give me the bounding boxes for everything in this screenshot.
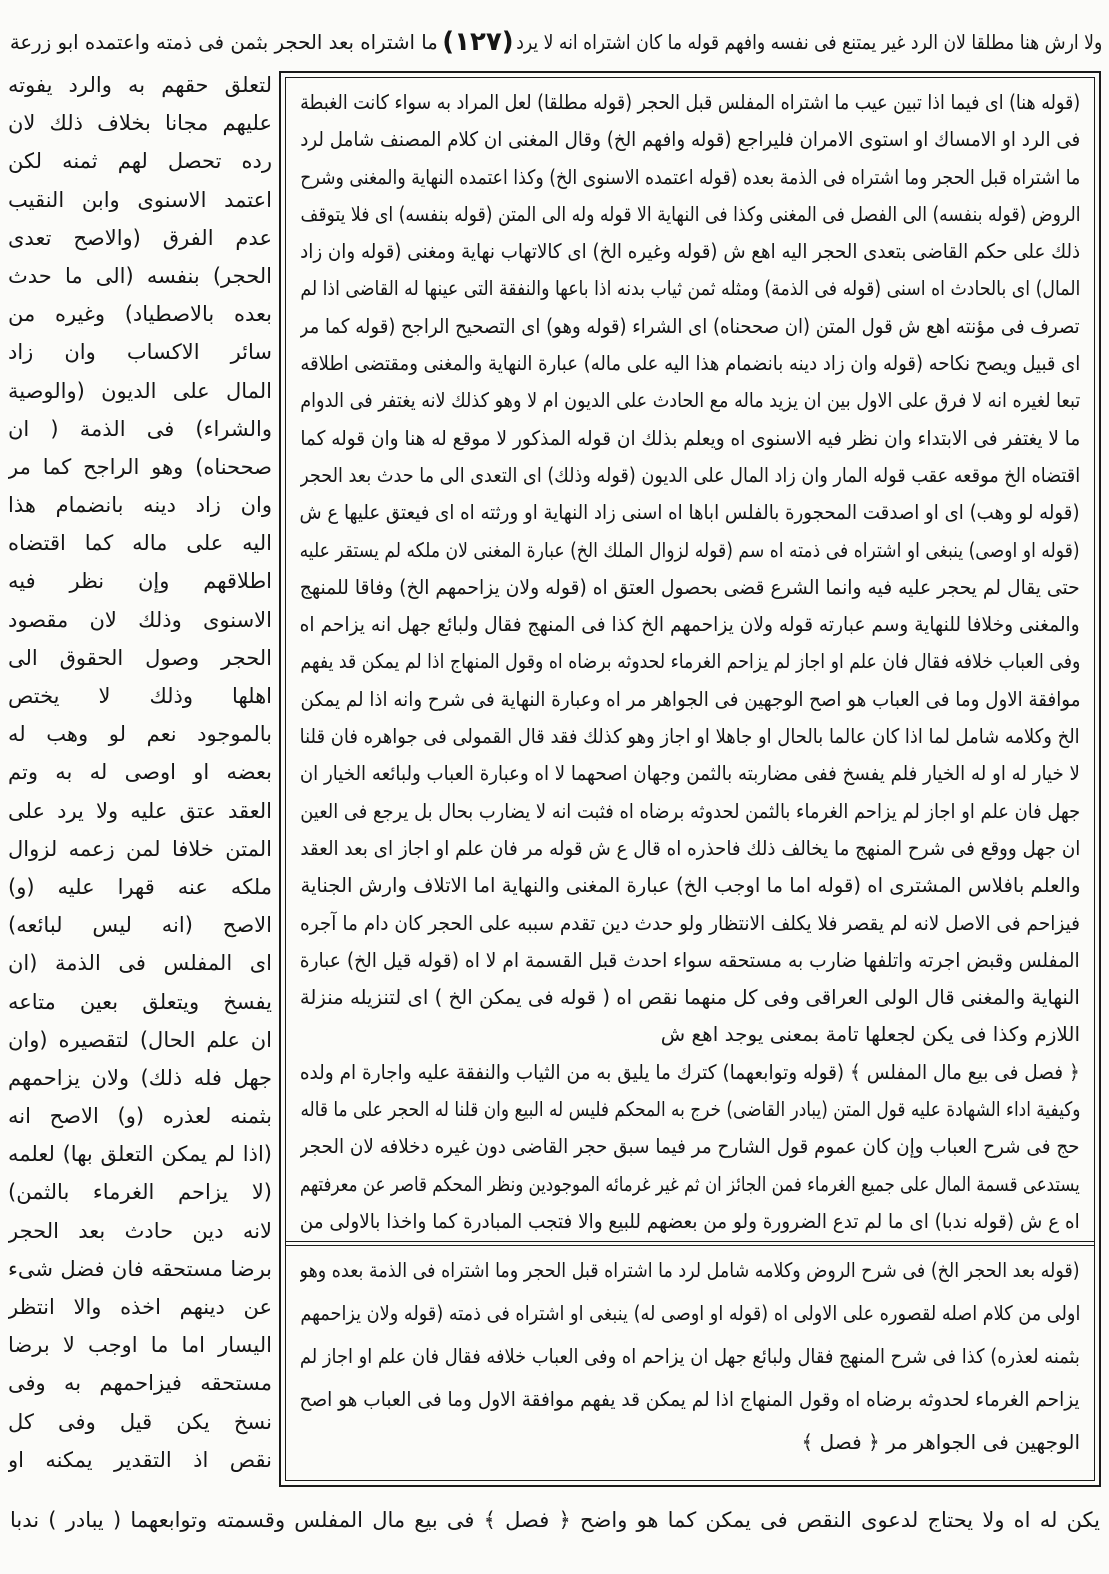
commentary-line-text: اى قبيل ويصح نكاحه (قوله وان زاد دينه بانضمام هذا اليه على ماله) عبارة النهاية والمغنى ومقتضى اطلاقه bbox=[300, 351, 1080, 376]
commentary-line bbox=[300, 793, 1080, 830]
commentary-line bbox=[300, 196, 1080, 233]
commentary-line-text: ان جهل ووقع فى شرح المنهج ما يخالف ذلك فاحذره اه قال ع ش قوله مر فان علم او اجاز اى بعد العقد bbox=[300, 835, 1080, 860]
margin-line bbox=[8, 1135, 272, 1173]
margin-line-text: الحجر) بنفسه (الى ما حدث bbox=[8, 263, 272, 288]
margin-line-text: بعده بالاصطياد) وغيره من bbox=[8, 302, 272, 327]
margin-line-text: جهل فله ذلك) ولان يزاحمهم bbox=[8, 1065, 272, 1090]
margin-line bbox=[8, 104, 272, 142]
commentary-line-text: اللازم وكذا فى يكن لجعلها تامة بمعنى يوجد اهع ش bbox=[660, 1022, 1080, 1047]
margin-line bbox=[8, 1326, 272, 1364]
margin-line bbox=[8, 257, 272, 295]
footnote-line bbox=[300, 1292, 1080, 1335]
margin-line-text: المال على الديون (والوصية bbox=[8, 378, 272, 403]
commentary-line bbox=[300, 494, 1080, 531]
margin-line bbox=[8, 792, 272, 830]
margin-line-text: مستحقه فيزاحمهم به وفى bbox=[8, 1371, 272, 1396]
commentary-line-text: وفى العباب خلافه فقال فان علم او اجاز لم يزاحم الغرماء لحدوثه برضاه اه وقول المنهاج اذا لم يمكن قد يفهم bbox=[300, 649, 1080, 674]
margin-line-text: الاصح (انه ليس لبائعه) bbox=[8, 913, 272, 938]
footnote-block bbox=[300, 1249, 1080, 1464]
commentary-line bbox=[300, 270, 1080, 307]
commentary-line-text: والمغنى وخلافا للنهاية وسم عبارته قوله ولان يزاحمهم الخ كذا فى المنهج فقال ولبائع جهل انه يزاحم اه bbox=[300, 612, 1080, 637]
commentary-line bbox=[300, 84, 1080, 121]
commentary-line bbox=[300, 830, 1080, 867]
commentary-line bbox=[300, 420, 1080, 457]
commentary-line-text: ﴿ فصل فى بيع مال المفلس ﴾ (قوله وتوابعهما) كترك ما يليق به من الثياب والنفقة عليه واجارة ام ولده bbox=[300, 1059, 1080, 1084]
header-text-end bbox=[10, 22, 438, 62]
commentary-line bbox=[300, 345, 1080, 382]
commentary-line bbox=[300, 121, 1080, 158]
margin-line-text: لتعلق حقهم به والرد يفوته bbox=[8, 73, 272, 97]
commentary-line bbox=[300, 867, 1080, 904]
commentary-line-text: المفلس وقبض اجرته واتلفها ضارب به مستحقه سواء احدث قبل القسمة ام لا اه (قوله قيل الخ) عبارة bbox=[300, 947, 1080, 972]
header-text-start bbox=[516, 22, 1102, 62]
margin-line bbox=[8, 372, 272, 410]
margin-line-text: بثمنه لعذره (و) الاصح انه bbox=[8, 1104, 272, 1129]
margin-line bbox=[8, 1403, 272, 1441]
margin-line-text: بعضه او اوصى له به وتم bbox=[8, 760, 272, 785]
commentary-line-text: يستدعى قسمة المال على جميع الغرماء فمن الجائز ان ثم غير غرمائه الموجودين ونظر المحكم قاصر عن معرفتهم bbox=[300, 1171, 1080, 1196]
footnote-line-text: يزاحم الغرماء لحدوثه برضاه اه وقول المنهاج اذا لم يمكن قد يفهم موافقة الاول وما فى العباب هو اصح bbox=[300, 1387, 1080, 1411]
margin-line-text: الاسنوى وذلك لان مقصود bbox=[8, 607, 272, 632]
margin-line-text: اعتمد الاسنوى وابن النقيب bbox=[8, 187, 272, 212]
margin-line bbox=[8, 715, 272, 753]
commentary-line bbox=[300, 382, 1080, 419]
margin-column bbox=[8, 66, 272, 1479]
margin-line bbox=[8, 601, 272, 639]
margin-line-text: وان زاد دينه بانضمام هذا bbox=[8, 493, 272, 518]
commentary-line-text: حج فى شرح العباب وإن كان عموم قول الشارح مر فيما سبق حجر القاضى دون غيره دخلافه لان الحجر bbox=[300, 1134, 1080, 1159]
margin-line bbox=[8, 486, 272, 524]
commentary-line-text: فيزاحم فى الاصل لانه لم يقصر فلا يكلف الانتظار ولو حدث دين تقدم سببه على الحجر كان دام ما آجره bbox=[300, 910, 1080, 935]
margin-line-text: عن دينهم اخذه والا انتظر bbox=[8, 1295, 272, 1319]
commentary-line bbox=[300, 1128, 1080, 1165]
margin-line bbox=[8, 1059, 272, 1097]
commentary-line bbox=[300, 308, 1080, 345]
margin-line bbox=[8, 295, 272, 333]
margin-line-text: نقص اذ التقدير يمكنه او bbox=[8, 1447, 272, 1472]
commentary-line bbox=[300, 643, 1080, 680]
margin-line-text: (اذا لم يمكن التعلق بها) لعلمه bbox=[8, 1142, 272, 1167]
margin-line bbox=[8, 1173, 272, 1211]
margin-line-text: لانه دين حادث بعد الحجر bbox=[8, 1218, 272, 1243]
margin-line-text: برضا مستحقه فان فضل شىء bbox=[8, 1256, 272, 1281]
running-header bbox=[8, 22, 1102, 62]
margin-line bbox=[8, 753, 272, 791]
margin-line-text: سائر الاكساب وان زاد bbox=[8, 340, 272, 365]
margin-line bbox=[8, 1021, 272, 1059]
commentary-line-text: (قوله هنا) اى فيما اذا تبين عيب ما اشتراه المفلس قبل الحجر (قوله مطلقا) لعل المراد به سواء كانت الغبطة bbox=[300, 90, 1080, 114]
commentary-line bbox=[300, 159, 1080, 196]
commentary-line-text: الخ وكلامه شامل لما اذا كان عالما بالحال او جاهلا او اجاز وهو كذلك فقد قال القمولى فى جواهره فان قلنا bbox=[300, 724, 1080, 749]
margin-line-text: ملكه عنه قهرا عليه (و) bbox=[8, 874, 272, 899]
margin-line-text: الحجر وصول الحقوق الى bbox=[8, 645, 272, 670]
commentary-line-text: ما اشتراه قبل الحجر وما اشتراه فى الذمة بعده (قوله اعتمده الاسنوى الخ) وكذا اعتمده النهاية والمغنى وشرح bbox=[300, 164, 1080, 189]
margin-line bbox=[8, 1250, 272, 1288]
footnote-line-text: الوجهين فى الجواهر مر ﴿ فصل ﴾ bbox=[801, 1430, 1080, 1454]
margin-line bbox=[8, 1212, 272, 1250]
commentary-line-text: جهل فان علم او اجاز لم يزاحم الغرماء بالثمن لحدوثه برضاه اه فثبت انه لا يضارب بحال بل يرجع فى العين bbox=[300, 798, 1080, 823]
margin-line-text: عليهم مجانا بخلاف ذلك لان bbox=[8, 111, 272, 136]
footer-line bbox=[10, 1500, 1100, 1540]
commentary-line bbox=[300, 457, 1080, 494]
commentary-line-text: ما لا يغتفر فى الابتداء وان نظر فيه الاسنوى اه ويعلم بذلك ان قوله المذكور لا موقع له هنا وان قوله كما bbox=[300, 425, 1080, 450]
commentary-line-text: ذلك على حكم القاضى بتعدى الحجر اليه اهع ش (قوله وغيره الخ) اى كالاتهاب نهاية ومغنى (قوله وان زاد bbox=[300, 239, 1080, 264]
commentary-line bbox=[300, 942, 1080, 979]
commentary-line-text: الروض (قوله بنفسه) الى الفصل فى المغنى وكذا فى النهاية الا قوله وله الى المتن (قوله بنفسه) اى فلا يتوقف bbox=[300, 201, 1080, 226]
commentary-line bbox=[300, 1016, 1080, 1053]
header-text-end-content: ما اشتراه بعد الحجر بثمن فى ذمته واعتمده ابو زرعة bbox=[10, 30, 438, 54]
commentary-main-block bbox=[300, 84, 1080, 1240]
margin-line bbox=[8, 410, 272, 448]
commentary-line-text: (قوله لو وهب) اى او اصدقت المحجورة بالفلس اباها اه اسنى زاد النهاية او ورثته اه اى فيعتق عليها ع ش bbox=[300, 500, 1080, 525]
commentary-line bbox=[300, 606, 1080, 643]
commentary-line-text: والعلم بافلاس المشترى اه (قوله اما ما اوجب الخ) عبارة المغنى والنهاية اما الاتلاف وارش الجناية bbox=[300, 873, 1080, 898]
footnote-line bbox=[300, 1378, 1080, 1421]
margin-line-text: بالموجود نعم لو وهب له bbox=[8, 722, 272, 747]
margin-line bbox=[8, 983, 272, 1021]
commentary-line bbox=[300, 979, 1080, 1016]
commentary-line-text: حتى يقال لم يحجر عليه فيه وانما الشرع قضى بحصول العتق اه (قوله ولان يزاحمهم الخ) وفاقا للمنهج bbox=[300, 574, 1080, 599]
commentary-line-text: تصرف فى مؤنته اهع ش قول المتن (ان صححناه) اى الشراء (قوله وهو) اى التصحيح الراجح (قوله كما مر bbox=[300, 313, 1080, 338]
commentary-line-text: النهاية والمغنى قال الولى العراقى وفى كل منهما نقص اه ( قوله فى يمكن الخ ) اى لتنزيله منزلة bbox=[300, 985, 1080, 1010]
margin-line-text: صححناه) وهو الراجح كما مر bbox=[8, 454, 272, 479]
commentary-line bbox=[300, 532, 1080, 569]
footnote-line bbox=[300, 1335, 1080, 1378]
margin-line-text: اى المفلس فى الذمة (ان bbox=[8, 951, 272, 976]
margin-line bbox=[8, 142, 272, 180]
footnote-line-text: بثمنه لعذره) كذا فى شرح المنهج فقال ولبائع جهل ان يزاحم اه وفى العباب خلافه فقال فان علم او اجاز لم bbox=[300, 1344, 1080, 1368]
footnote-divider bbox=[286, 1241, 1094, 1246]
margin-line-text: المتن خلافا لمن زعمه لزوال bbox=[8, 836, 272, 861]
footnote-line bbox=[300, 1421, 1080, 1464]
page-number: (١٢٧) bbox=[442, 27, 514, 57]
margin-line-text: اليه على ماله كما اقتضاه bbox=[8, 531, 272, 556]
commentary-line-text: لا خيار له او له الخيار فلم يفسخ ففى مضاربته بالثمن وجهان اصحهما لا اه وعبارة العباب ولبائعه الخيار ان bbox=[300, 761, 1080, 786]
section-heading-line bbox=[300, 1054, 1080, 1091]
footnote-line-text: (قوله بعد الحجر الخ) فى شرح الروض وكلامه شامل لرد ما اشتراه قبل الحجر وما اشتراه فى الذمة بعده وهو bbox=[300, 1258, 1080, 1282]
footnote-line-text: اولى من كلام اصله لقصوره على الاولى اه (قوله او اوصى له) ينبغى او اشتراه فى ذمته (قوله ولان يزاحمهم bbox=[300, 1301, 1080, 1325]
margin-line bbox=[8, 1441, 272, 1479]
commentary-line bbox=[300, 681, 1080, 718]
commentary-line-text: اه ع ش (قوله ندبا) اى ما لم تدع الضرورة ولو من بعضهم للبيع والا فتجب المبادرة كما واخذا بالاولى من bbox=[300, 1208, 1080, 1233]
commentary-line-text: موافقة الاول وما فى العباب هو اصح الوجهين فى الجواهر مر اه وعبارة النهاية فى شرح وانه اذا لم يمكن bbox=[300, 686, 1080, 711]
commentary-line bbox=[300, 755, 1080, 792]
margin-line-text: اهلها وذلك لا يختص bbox=[8, 684, 272, 708]
commentary-line bbox=[300, 569, 1080, 606]
margin-line bbox=[8, 562, 272, 600]
margin-line bbox=[8, 868, 272, 906]
footer-line-text: يكن له اه ولا يحتاج لدعوى النقص فى يمكن كما هو واضح ﴿ فصل ﴾ فى بيع مال المفلس وقسمته وتوابعهما ( يبادر ) ندبا bbox=[10, 1508, 1100, 1532]
commentary-line-text: (قوله او اوصى) ينبغى او اشتراه فى ذمته اه سم (قوله لزوال الملك الخ) عبارة المغنى لان ملكه لم يستقر عليه bbox=[300, 537, 1080, 562]
header-text-start-content: ولا ارش هنا مطلقا لان الرد غير يمتنع فى نفسه وافهم قوله ما كان اشتراه انه لا يرد bbox=[516, 30, 1102, 54]
margin-line bbox=[8, 1364, 272, 1402]
margin-line-text: رده تحصل لهم ثمنه لكن bbox=[8, 149, 272, 174]
margin-line bbox=[8, 1288, 272, 1326]
commentary-line bbox=[300, 1091, 1080, 1128]
margin-line-text: اليسار اما ما اوجب لا برضا bbox=[8, 1333, 272, 1358]
commentary-line bbox=[300, 718, 1080, 755]
margin-line bbox=[8, 448, 272, 486]
margin-line bbox=[8, 66, 272, 104]
margin-line bbox=[8, 181, 272, 219]
footnote-line bbox=[300, 1249, 1080, 1292]
margin-line bbox=[8, 524, 272, 562]
commentary-line bbox=[300, 233, 1080, 270]
commentary-line-text: المال) اى بالحادث اه اسنى (قوله فى الذمة) ومثله ثمن ثياب بدنه اذا باعها والنفقة التى عينها له القاضى اذا لم bbox=[300, 276, 1080, 301]
margin-line-text: نسخ يكن قيل وفى كل bbox=[8, 1409, 272, 1434]
commentary-line-text: تبعا لغيره انه لا فرق على الاول بين ان يزيد ماله مع الحادث على الديون ام لا وهو كذلك لانه يغتفر فى الدوام bbox=[300, 388, 1080, 413]
commentary-line-text: فى الرد او الامساك او استوى الامران فليراجع (قوله وافهم الخ) وقال المغنى ان كلام المصنف شامل لرد bbox=[300, 127, 1080, 152]
margin-line bbox=[8, 639, 272, 677]
margin-line bbox=[8, 906, 272, 944]
commentary-inner-frame bbox=[285, 77, 1095, 1481]
commentary-line bbox=[300, 1166, 1080, 1203]
margin-line bbox=[8, 219, 272, 257]
margin-line bbox=[8, 677, 272, 715]
commentary-line bbox=[300, 1203, 1080, 1240]
margin-line-text: اطلاقهم وإن نظر فيه bbox=[8, 569, 272, 594]
margin-line-text: يفسخ ويتعلق بعين متاعه bbox=[8, 989, 272, 1014]
margin-line bbox=[8, 1097, 272, 1135]
commentary-line-text: اقتضاه الخ موقعه عقب قوله المار وان زاد المال على الديون (قوله وذلك) اى التعدى الى ما حدث بعد الحجر bbox=[300, 462, 1080, 487]
margin-line bbox=[8, 830, 272, 868]
margin-line-text: العقد عتق عليه ولا يرد على bbox=[8, 798, 272, 823]
commentary-frame bbox=[279, 71, 1101, 1487]
commentary-line bbox=[300, 905, 1080, 942]
margin-line bbox=[8, 333, 272, 371]
margin-line bbox=[8, 944, 272, 982]
margin-line-text: عدم الفرق (والاصح تعدى bbox=[8, 225, 272, 250]
margin-line-text: والشراء) فى الذمة ( ان bbox=[8, 416, 272, 441]
margin-line-text: ان علم الحال) لتقصيره (وان bbox=[8, 1027, 272, 1052]
margin-line-text: (لا يزاحم الغرماء بالثمن) bbox=[8, 1180, 272, 1205]
commentary-line-text: وكيفية اداء الشهادة عليه قول المتن (يبادر القاضى) خرج به المحكم فليس له البيع وان قلنا له الحجر على ما قاله bbox=[300, 1097, 1080, 1122]
